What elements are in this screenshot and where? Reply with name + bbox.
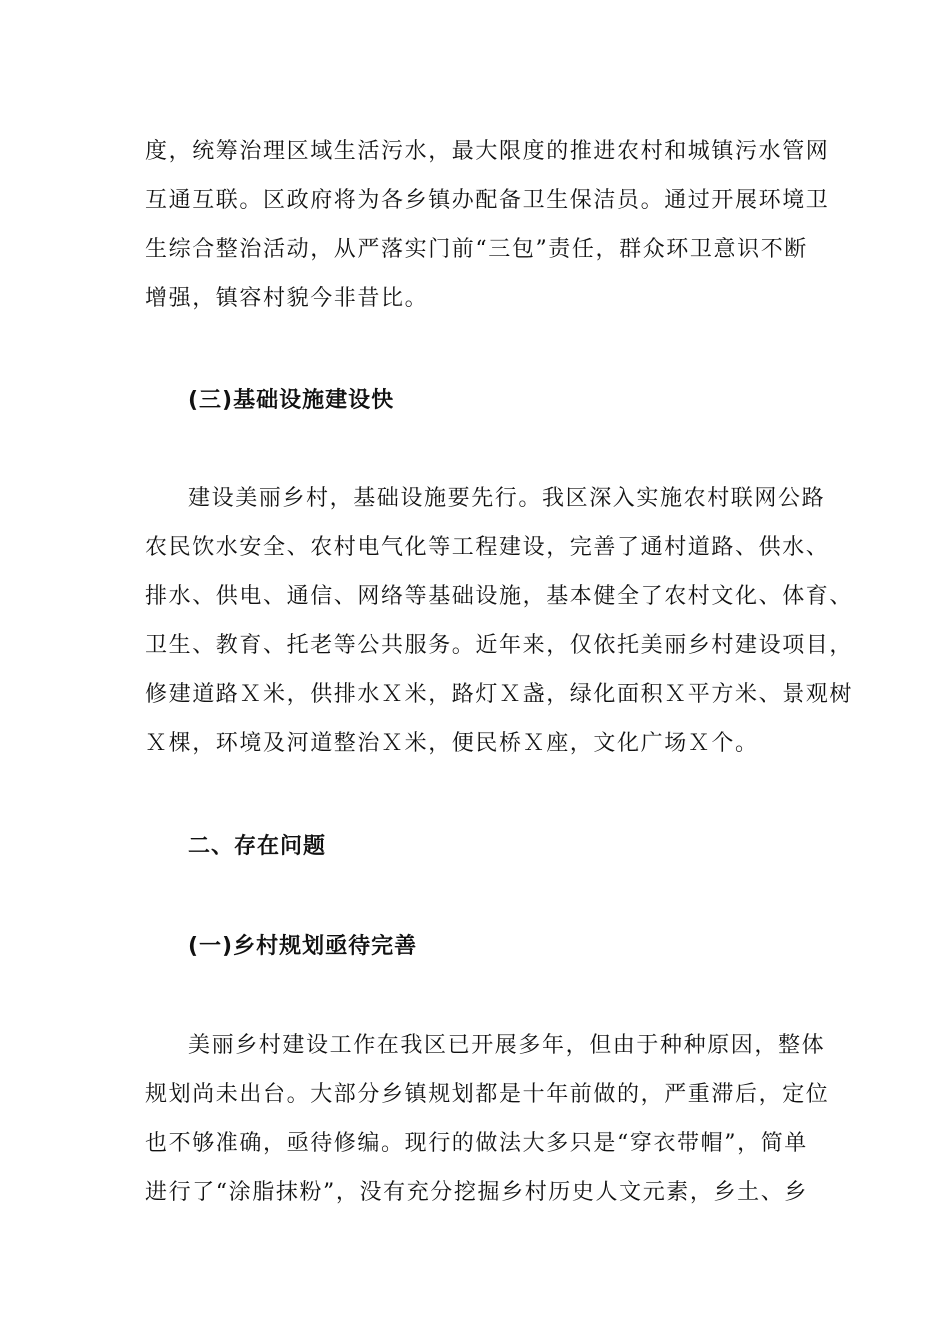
subsection-heading-3: (三)基础设施建设快: [188, 388, 395, 413]
paragraph-2-line-3: 排水、供电、通信、网络等基础设施，基本健全了农村文化、体育、: [145, 584, 854, 609]
paragraph-3-line-3: 也不够准确，亟待修编。现行的做法大多只是“穿衣带帽”，简单: [145, 1131, 808, 1156]
section-heading-2: 二、存在问题: [188, 834, 327, 859]
subsection-heading-1: (一)乡村规划亟待完善: [188, 934, 418, 959]
paragraph-2-line-5: 修建道路Ｘ米，供排水Ｘ米，路灯Ｘ盏，绿化面积Ｘ平方米、景观树: [145, 682, 854, 707]
paragraph-2-line-4: 卫生、教育、托老等公共服务。近年来，仅依托美丽乡村建设项目，: [145, 633, 854, 658]
paragraph-1-line-4: 增强，镇容村貌今非昔比。: [145, 286, 429, 311]
paragraph-3-line-4: 进行了“涂脂抹粉”，没有充分挖掘乡村历史人文元素，乡土、乡: [145, 1180, 808, 1205]
paragraph-2-line-6: Ｘ棵，环境及河道整治Ｘ米，便民桥Ｘ座，文化广场Ｘ个。: [145, 731, 759, 756]
paragraph-3-line-2: 规划尚未出台。大部分乡镇规划都是十年前做的，严重滞后，定位: [145, 1082, 830, 1107]
paragraph-1-line-3: 生综合整治活动，从严落实门前“三包”责任，群众环卫意识不断: [145, 237, 808, 262]
paragraph-1-line-2: 互通互联。区政府将为各乡镇办配备卫生保洁员。通过开展环境卫: [145, 188, 830, 213]
paragraph-2-line-1: 建设美丽乡村，基础设施要先行。我区深入实施农村联网公路: [188, 486, 826, 511]
paragraph-3-line-1: 美丽乡村建设工作在我区已开展多年，但由于种种原因，整体: [188, 1033, 826, 1058]
paragraph-2-line-2: 农民饮水安全、农村电气化等工程建设，完善了通村道路、供水、: [145, 535, 830, 560]
paragraph-1-line-1: 度，统筹治理区域生活污水，最大限度的推进农村和城镇污水管网: [145, 139, 830, 164]
